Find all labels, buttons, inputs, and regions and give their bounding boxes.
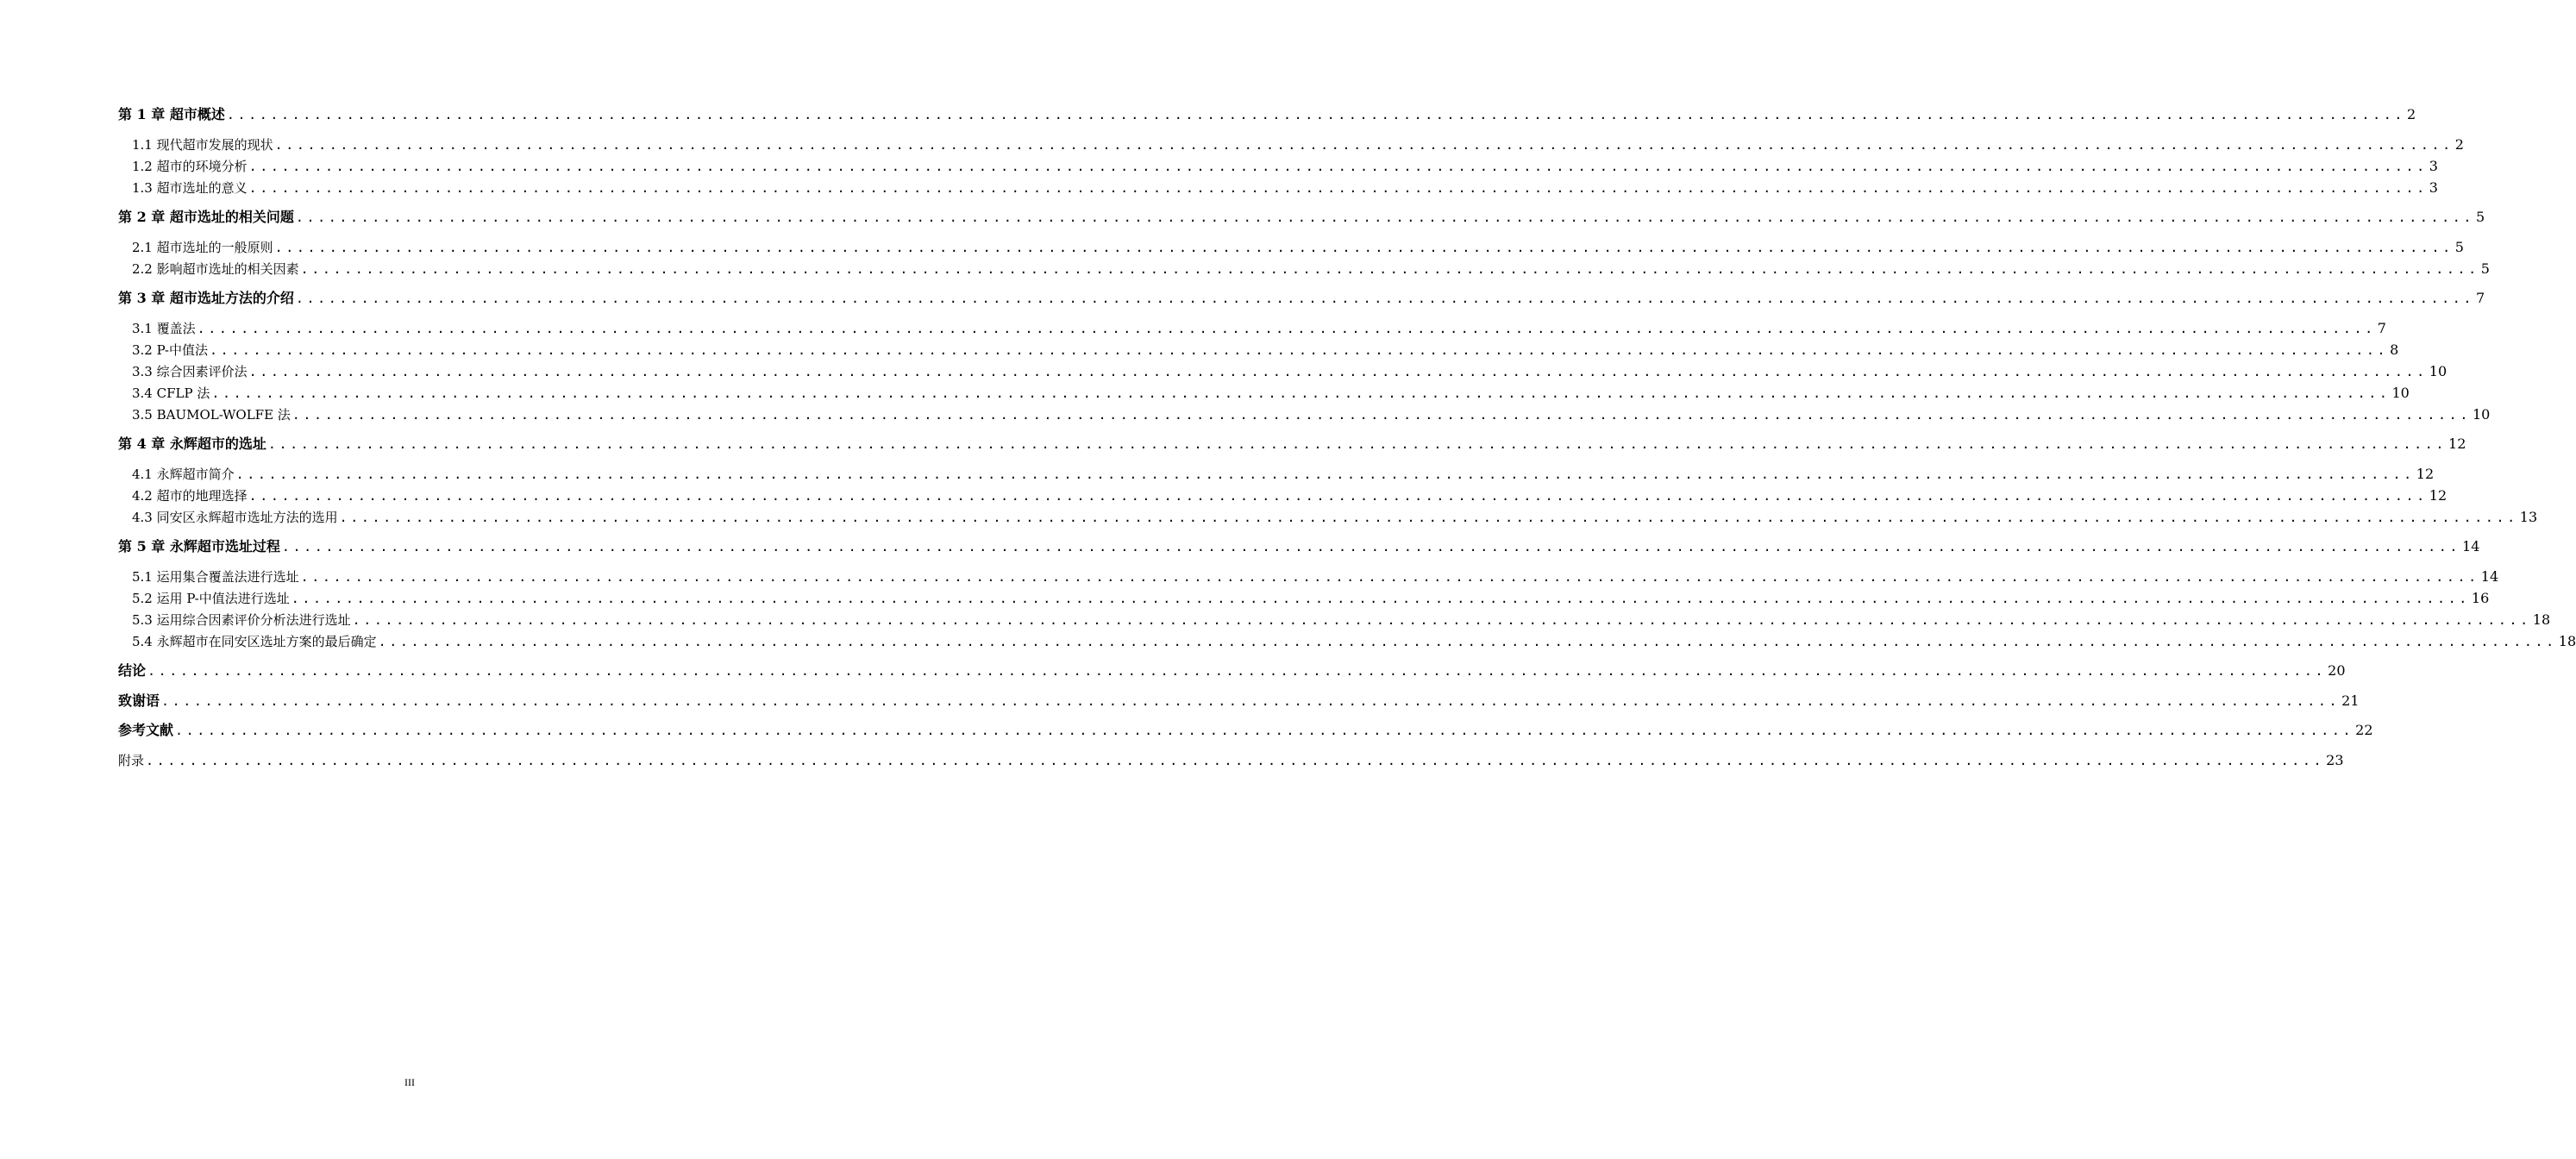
toc-page-number: 18 [2558, 632, 2576, 649]
table-of-contents [118, 103, 2576, 771]
toc-dot-leader: ........................................................................................................................................................................................................ [267, 436, 2448, 452]
toc-dot-leader: ........................................................................................................................................................................................................ [161, 692, 2341, 709]
toc-page-number: 16 [2471, 589, 2490, 606]
toc-dot-leader: ........................................................................................................................................................................................................ [378, 633, 2557, 649]
toc-dot-leader: ........................................................................................................................................................................................................ [300, 568, 2479, 585]
toc-dot-leader: ........................................................................................................................................................................................................ [235, 466, 2415, 482]
toc-page-number: 10 [2429, 362, 2448, 379]
toc-page-number: 8 [2390, 341, 2399, 358]
toc-page-number: 10 [2391, 384, 2410, 401]
toc-page-number: 18 [2532, 611, 2551, 628]
toc-dot-leader: ........................................................................................................................................................................................................ [209, 341, 2389, 358]
toc-entry-label: 4.1 永辉超市简介 [132, 466, 235, 482]
toc-dot-leader: ........................................................................................................................................................................................................ [291, 406, 2471, 423]
toc-page-number: 12 [2448, 435, 2466, 452]
toc-section-entry[interactable] [118, 404, 2491, 425]
toc-dot-leader: ........................................................................................................................................................................................................ [211, 385, 2391, 401]
toc-section-entry[interactable] [118, 463, 2435, 485]
toc-section-entry[interactable] [118, 630, 2576, 652]
toc-entry-label: 3.1 覆盖法 [132, 320, 196, 336]
toc-dot-leader: ........................................................................................................................................................................................................ [147, 663, 2327, 679]
toc-page-number: 14 [2480, 567, 2499, 585]
toc-chapter-entry[interactable] [118, 206, 2485, 228]
toc-entry-label: 5.4 永辉超市在同安区选址方案的最后确定 [132, 633, 377, 649]
toc-entry-label: 3.2 P-中值法 [132, 341, 208, 358]
toc-chapter-entry[interactable] [118, 749, 2344, 771]
toc-dot-leader: ........................................................................................................................................................................................................ [248, 363, 2428, 379]
toc-entry-label: 4.2 超市的地理选择 [132, 487, 248, 504]
toc-entry-label: 2.1 超市选址的一般原则 [132, 239, 273, 255]
toc-entry-label: 结论 [118, 662, 147, 679]
toc-dot-leader: ........................................................................................................................................................................................................ [146, 752, 2325, 768]
toc-chapter-entry[interactable] [118, 287, 2485, 309]
toc-page-number: 14 [2462, 538, 2480, 554]
toc-chapter-entry[interactable] [118, 690, 2360, 711]
toc-dot-leader: ........................................................................................................................................................................................................ [248, 158, 2428, 174]
toc-page-number: 22 [2355, 722, 2373, 738]
toc-page-number: 5 [2476, 209, 2485, 225]
toc-section-entry[interactable] [118, 317, 2386, 339]
page-footer-number: III [404, 1076, 415, 1088]
toc-page-number: 12 [2429, 486, 2448, 504]
toc-dot-leader: ........................................................................................................................................................................................................ [226, 107, 2406, 122]
toc-page-number: 5 [2480, 260, 2490, 277]
toc-section-entry[interactable] [118, 360, 2448, 382]
toc-entry-label: 第 3 章 超市选址方法的介绍 [118, 290, 294, 306]
toc-page-number: 2 [2407, 106, 2416, 122]
toc-chapter-entry[interactable] [118, 719, 2373, 741]
toc-section-entry[interactable] [118, 566, 2499, 587]
toc-page-number: 21 [2341, 692, 2360, 709]
toc-page-number: 23 [2326, 751, 2344, 768]
toc-section-entry[interactable] [118, 177, 2438, 198]
toc-section-entry[interactable] [118, 134, 2464, 155]
toc-entry-label: 5.2 运用 P-中值法进行选址 [132, 590, 290, 606]
toc-dot-leader: ........................................................................................................................................................................................................ [248, 179, 2428, 196]
toc-chapter-entry[interactable] [118, 536, 2480, 557]
toc-page-number: 12 [2416, 465, 2435, 482]
toc-page-number: 13 [2519, 508, 2538, 525]
toc-entry-label: 3.4 CFLP 法 [132, 385, 210, 401]
toc-section-entry[interactable] [118, 587, 2490, 609]
toc-page-number: 2 [2454, 135, 2464, 153]
toc-page-number: 20 [2328, 662, 2346, 679]
toc-dot-leader: ........................................................................................................................................................................................................ [352, 611, 2531, 628]
toc-entry-label: 第 2 章 超市选址的相关问题 [118, 209, 294, 225]
toc-dot-leader: ........................................................................................................................................................................................................ [197, 320, 2376, 336]
toc-page-number: 10 [2472, 405, 2491, 423]
toc-entry-label: 5.1 运用集合覆盖法进行选址 [132, 568, 299, 585]
toc-section-entry[interactable] [118, 339, 2399, 360]
toc-entry-label: 第 1 章 超市概述 [118, 106, 225, 122]
toc-chapter-entry[interactable] [118, 660, 2346, 681]
toc-section-entry[interactable] [118, 236, 2464, 258]
toc-entry-label: 1.1 现代超市发展的现状 [132, 136, 273, 153]
toc-dot-leader: ........................................................................................................................................................................................................ [175, 723, 2354, 738]
toc-dot-leader: ........................................................................................................................................................................................................ [281, 539, 2461, 554]
toc-chapter-entry[interactable] [118, 103, 2416, 125]
toc-page-number: 3 [2429, 157, 2438, 174]
toc-entry-label: 4.3 同安区永辉超市选址方法的选用 [132, 509, 338, 525]
toc-entry-label: 附录 [118, 752, 145, 768]
toc-entry-label: 2.2 影响超市选址的相关因素 [132, 260, 299, 277]
toc-section-entry[interactable] [118, 155, 2438, 177]
toc-entry-label: 第 5 章 永辉超市选址过程 [118, 538, 280, 554]
toc-section-entry[interactable] [118, 258, 2490, 279]
toc-entry-label: 5.3 运用综合因素评价分析法进行选址 [132, 611, 351, 628]
toc-section-entry[interactable] [118, 485, 2448, 506]
toc-page-number: 7 [2377, 319, 2386, 336]
toc-entry-label: 3.3 综合因素评价法 [132, 363, 248, 379]
toc-dot-leader: ........................................................................................................................................................................................................ [339, 509, 2518, 525]
toc-dot-leader: ........................................................................................................................................................................................................ [248, 487, 2428, 504]
toc-page-number: 5 [2454, 238, 2464, 255]
toc-entry-label: 致谢语 [118, 692, 160, 709]
toc-section-entry[interactable] [118, 506, 2538, 528]
toc-dot-leader: ........................................................................................................................................................................................................ [274, 239, 2454, 255]
toc-entry-label: 1.3 超市选址的意义 [132, 179, 248, 196]
toc-entry-label: 第 4 章 永辉超市的选址 [118, 435, 266, 452]
toc-entry-label: 参考文献 [118, 722, 174, 738]
toc-section-entry[interactable] [118, 609, 2551, 630]
toc-dot-leader: ........................................................................................................................................................................................................ [274, 136, 2454, 153]
toc-page-number: 7 [2476, 290, 2485, 306]
toc-dot-leader: ........................................................................................................................................................................................................ [295, 291, 2475, 306]
toc-dot-leader: ........................................................................................................................................................................................................ [291, 590, 2470, 606]
toc-dot-leader: ........................................................................................................................................................................................................ [300, 260, 2479, 277]
toc-dot-leader: ........................................................................................................................................................................................................ [295, 210, 2475, 225]
toc-entry-label: 3.5 BAUMOL-WOLFE 法 [132, 406, 291, 423]
toc-entry-label: 1.2 超市的环境分析 [132, 158, 248, 174]
toc-section-entry[interactable] [118, 382, 2410, 404]
toc-chapter-entry[interactable] [118, 433, 2466, 454]
toc-page-number: 3 [2429, 179, 2438, 196]
